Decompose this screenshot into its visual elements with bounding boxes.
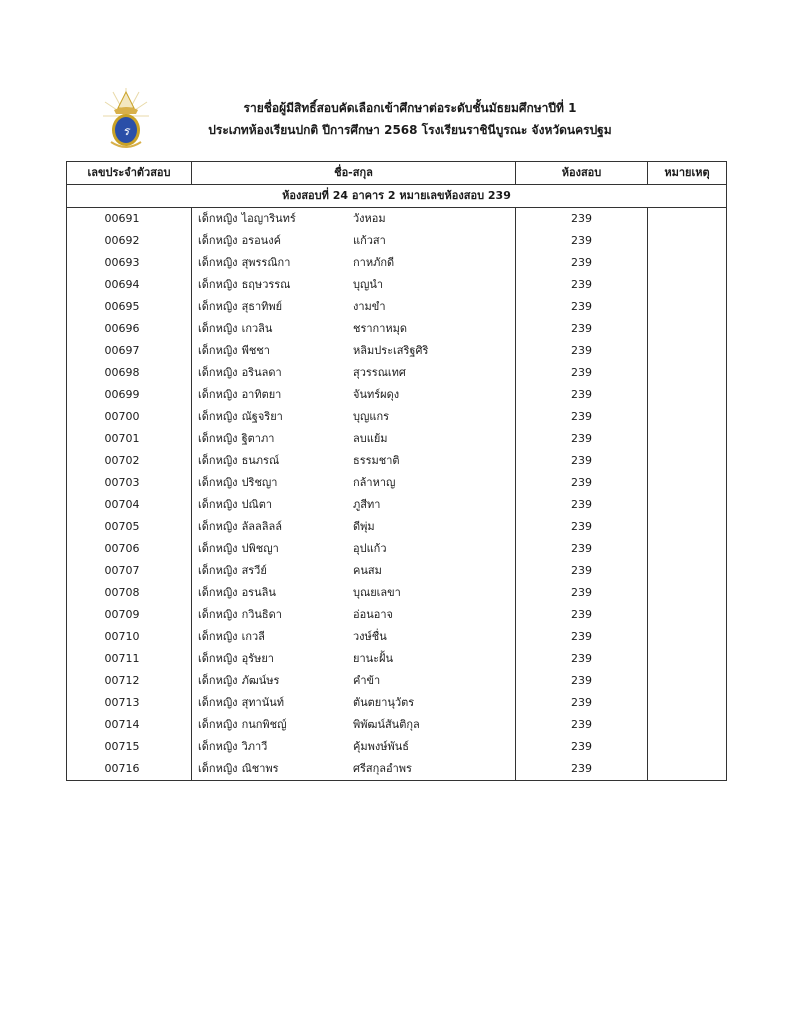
table-row bbox=[67, 604, 727, 626]
table-row bbox=[67, 714, 727, 736]
exam-id-cell: 00702 bbox=[67, 450, 192, 472]
remark-cell bbox=[648, 230, 727, 252]
room-cell: 239 bbox=[516, 626, 648, 648]
remark-cell bbox=[648, 406, 727, 428]
room-cell: 239 bbox=[516, 472, 648, 494]
first-name: อุรัษยา bbox=[241, 652, 274, 665]
name-prefix: เด็กหญิง bbox=[198, 344, 238, 357]
first-name: สรวีย์ bbox=[241, 564, 267, 577]
last-name: กาหภักดี bbox=[353, 256, 395, 269]
header-room: ห้องสอบ bbox=[516, 162, 648, 185]
exam-id-cell: 00708 bbox=[67, 582, 192, 604]
room-cell: 239 bbox=[516, 362, 648, 384]
room-cell: 239 bbox=[516, 406, 648, 428]
room-cell: 239 bbox=[516, 648, 648, 670]
remark-cell bbox=[648, 714, 727, 736]
remark-cell bbox=[648, 208, 727, 231]
name-prefix: เด็กหญิง bbox=[198, 608, 238, 621]
name-cell bbox=[192, 670, 516, 692]
document-title: รายชื่อผู้มีสิทธิ์สอบคัดเลือกเข้าศึกษาต่อระดับชั้นมัธยมศึกษาปีที่ 1 bbox=[243, 101, 577, 115]
name-cell bbox=[192, 604, 516, 626]
exam-id-cell: 00710 bbox=[67, 626, 192, 648]
exam-id-cell: 00706 bbox=[67, 538, 192, 560]
table-row bbox=[67, 296, 727, 318]
room-cell: 239 bbox=[516, 252, 648, 274]
first-name: พีชชา bbox=[241, 344, 270, 357]
room-cell: 239 bbox=[516, 516, 648, 538]
name-cell bbox=[192, 362, 516, 384]
name-cell bbox=[192, 758, 516, 781]
name-cell bbox=[192, 208, 516, 231]
name-prefix: เด็กหญิง bbox=[198, 718, 238, 731]
header-remark: หมายเหตุ bbox=[648, 162, 727, 185]
last-name: วังหอม bbox=[353, 212, 386, 225]
last-name: บุณยเลขา bbox=[353, 586, 401, 599]
name-prefix: เด็กหญิง bbox=[198, 432, 238, 445]
name-prefix: เด็กหญิง bbox=[198, 564, 238, 577]
table-row bbox=[67, 670, 727, 692]
remark-cell bbox=[648, 450, 727, 472]
room-cell: 239 bbox=[516, 274, 648, 296]
name-cell bbox=[192, 252, 516, 274]
svg-text:ร: ร bbox=[122, 124, 130, 138]
name-cell bbox=[192, 428, 516, 450]
first-name: ฐิตาภา bbox=[241, 432, 275, 445]
exam-id-cell: 00713 bbox=[67, 692, 192, 714]
room-cell: 239 bbox=[516, 296, 648, 318]
exam-id-cell: 00696 bbox=[67, 318, 192, 340]
exam-id-cell: 00716 bbox=[67, 758, 192, 781]
exam-id-cell: 00694 bbox=[67, 274, 192, 296]
last-name: วงษ์ชื่น bbox=[353, 630, 387, 643]
first-name: อาทิตยา bbox=[241, 388, 282, 401]
name-cell bbox=[192, 516, 516, 538]
room-cell: 239 bbox=[516, 560, 648, 582]
table-row bbox=[67, 208, 727, 231]
name-cell bbox=[192, 274, 516, 296]
room-cell: 239 bbox=[516, 208, 648, 231]
exam-id-cell: 00703 bbox=[67, 472, 192, 494]
name-prefix: เด็กหญิง bbox=[198, 256, 238, 269]
room-cell: 239 bbox=[516, 604, 648, 626]
candidate-table bbox=[66, 161, 727, 781]
document-header bbox=[160, 97, 660, 141]
room-cell: 239 bbox=[516, 582, 648, 604]
last-name: แก้วสา bbox=[353, 234, 386, 247]
remark-cell bbox=[648, 494, 727, 516]
name-cell bbox=[192, 318, 516, 340]
table-row bbox=[67, 450, 727, 472]
first-name: อรนลิน bbox=[241, 586, 276, 599]
last-name: หลิมประเสริฐศิริ bbox=[353, 344, 429, 357]
name-cell bbox=[192, 626, 516, 648]
table-row bbox=[67, 472, 727, 494]
remark-cell bbox=[648, 626, 727, 648]
name-cell bbox=[192, 230, 516, 252]
exam-id-cell: 00707 bbox=[67, 560, 192, 582]
table-row bbox=[67, 582, 727, 604]
last-name: คุ้มพงษ์พันธ์ bbox=[353, 740, 409, 753]
exam-id-cell: 00701 bbox=[67, 428, 192, 450]
room-cell: 239 bbox=[516, 450, 648, 472]
first-name: ลัลลลิลล์ bbox=[241, 520, 283, 533]
room-cell: 239 bbox=[516, 340, 648, 362]
room-cell: 239 bbox=[516, 494, 648, 516]
exam-id-cell: 00705 bbox=[67, 516, 192, 538]
room-cell: 239 bbox=[516, 758, 648, 781]
last-name: บุญนำ bbox=[353, 278, 384, 291]
name-prefix: เด็กหญิง bbox=[198, 542, 238, 555]
first-name: ปริชญา bbox=[241, 476, 278, 489]
remark-cell bbox=[648, 318, 727, 340]
name-prefix: เด็กหญิง bbox=[198, 652, 238, 665]
name-cell bbox=[192, 736, 516, 758]
exam-id-cell: 00692 bbox=[67, 230, 192, 252]
name-prefix: เด็กหญิง bbox=[198, 762, 238, 775]
room-cell: 239 bbox=[516, 230, 648, 252]
table-row bbox=[67, 252, 727, 274]
remark-cell bbox=[648, 472, 727, 494]
first-name: อรินลดา bbox=[241, 366, 282, 379]
first-name: สุพรรณิกา bbox=[241, 256, 291, 269]
first-name: ไอญารินทร์ bbox=[241, 212, 296, 225]
last-name: คนสม bbox=[353, 564, 382, 577]
table-row bbox=[67, 340, 727, 362]
name-prefix: เด็กหญิง bbox=[198, 212, 238, 225]
last-name: ยานะฝั้น bbox=[353, 652, 394, 665]
table-row bbox=[67, 428, 727, 450]
remark-cell bbox=[648, 604, 727, 626]
table-row bbox=[67, 384, 727, 406]
table-row bbox=[67, 560, 727, 582]
table-row bbox=[67, 692, 727, 714]
remark-cell bbox=[648, 538, 727, 560]
table-row bbox=[67, 362, 727, 384]
remark-cell bbox=[648, 428, 727, 450]
first-name: กนกพิชญ์ bbox=[241, 718, 287, 731]
table-row bbox=[67, 318, 727, 340]
remark-cell bbox=[648, 560, 727, 582]
exam-id-cell: 00714 bbox=[67, 714, 192, 736]
last-name: อ่อนอาจ bbox=[353, 608, 393, 621]
last-name: ภูสีทา bbox=[353, 498, 381, 511]
name-prefix: เด็กหญิง bbox=[198, 674, 238, 687]
exam-id-cell: 00709 bbox=[67, 604, 192, 626]
name-cell bbox=[192, 340, 516, 362]
name-cell bbox=[192, 472, 516, 494]
table-row bbox=[67, 758, 727, 781]
last-name: ศรีสกุลอำพร bbox=[353, 762, 412, 775]
remark-cell bbox=[648, 384, 727, 406]
name-prefix: เด็กหญิง bbox=[198, 476, 238, 489]
name-prefix: เด็กหญิง bbox=[198, 740, 238, 753]
first-name: ธฤษวรรณ bbox=[241, 278, 291, 291]
room-info-row bbox=[67, 185, 727, 208]
name-cell bbox=[192, 450, 516, 472]
name-prefix: เด็กหญิง bbox=[198, 366, 238, 379]
exam-id-cell: 00715 bbox=[67, 736, 192, 758]
name-prefix: เด็กหญิง bbox=[198, 234, 238, 247]
exam-id-cell: 00693 bbox=[67, 252, 192, 274]
remark-cell bbox=[648, 648, 727, 670]
name-cell bbox=[192, 648, 516, 670]
room-cell: 239 bbox=[516, 428, 648, 450]
remark-cell bbox=[648, 362, 727, 384]
name-cell bbox=[192, 692, 516, 714]
first-name: อรอนงค์ bbox=[241, 234, 281, 247]
name-cell bbox=[192, 384, 516, 406]
school-emblem-icon bbox=[103, 86, 149, 154]
exam-id-cell: 00691 bbox=[67, 208, 192, 231]
name-prefix: เด็กหญิง bbox=[198, 630, 238, 643]
first-name: ณัฐจริยา bbox=[241, 410, 283, 423]
room-cell: 239 bbox=[516, 736, 648, 758]
first-name: สุธาทิพย์ bbox=[241, 300, 283, 313]
last-name: กล้าหาญ bbox=[353, 476, 396, 489]
last-name: ดีพุ่ม bbox=[353, 520, 375, 533]
first-name: ธนภรณ์ bbox=[241, 454, 280, 467]
last-name: ธรรมชาติ bbox=[353, 454, 400, 467]
name-cell bbox=[192, 560, 516, 582]
exam-id-cell: 00711 bbox=[67, 648, 192, 670]
name-prefix: เด็กหญิง bbox=[198, 586, 238, 599]
room-cell: 239 bbox=[516, 714, 648, 736]
table-row bbox=[67, 736, 727, 758]
last-name: บุญแกร bbox=[353, 410, 390, 423]
name-prefix: เด็กหญิง bbox=[198, 322, 238, 335]
remark-cell bbox=[648, 692, 727, 714]
exam-id-cell: 00700 bbox=[67, 406, 192, 428]
exam-id-cell: 00697 bbox=[67, 340, 192, 362]
table-row bbox=[67, 538, 727, 560]
room-label: ห้องสอบที่ 24 อาคาร 2 หมายเลขห้องสอบ 239 bbox=[67, 185, 727, 208]
first-name: ภัฒน์ษร bbox=[241, 674, 280, 687]
name-prefix: เด็กหญิง bbox=[198, 278, 238, 291]
header-exam-id: เลขประจำตัวสอบ bbox=[67, 162, 192, 185]
last-name: ชรากาหมุด bbox=[353, 322, 408, 335]
room-cell: 239 bbox=[516, 670, 648, 692]
table-row bbox=[67, 626, 727, 648]
last-name: พิพัฒน์สันติกุล bbox=[353, 718, 420, 731]
room-cell: 239 bbox=[516, 692, 648, 714]
table-row bbox=[67, 648, 727, 670]
remark-cell bbox=[648, 274, 727, 296]
name-cell bbox=[192, 538, 516, 560]
name-prefix: เด็กหญิง bbox=[198, 388, 238, 401]
exam-id-cell: 00699 bbox=[67, 384, 192, 406]
name-cell bbox=[192, 714, 516, 736]
name-cell bbox=[192, 494, 516, 516]
name-prefix: เด็กหญิง bbox=[198, 410, 238, 423]
room-cell: 239 bbox=[516, 538, 648, 560]
name-cell bbox=[192, 582, 516, 604]
remark-cell bbox=[648, 670, 727, 692]
name-prefix: เด็กหญิง bbox=[198, 498, 238, 511]
name-prefix: เด็กหญิง bbox=[198, 520, 238, 533]
first-name: ณิชาพร bbox=[241, 762, 279, 775]
table-row bbox=[67, 230, 727, 252]
room-cell: 239 bbox=[516, 384, 648, 406]
remark-cell bbox=[648, 340, 727, 362]
last-name: จันทร์ผดุง bbox=[353, 388, 400, 401]
remark-cell bbox=[648, 296, 727, 318]
first-name: เกวลิน bbox=[241, 322, 273, 335]
exam-id-cell: 00695 bbox=[67, 296, 192, 318]
document-subtitle: ประเภทห้องเรียนปกติ ปีการศึกษา 2568 โรงเรียนราชินีบูรณะ จังหวัดนครปฐม bbox=[208, 123, 612, 137]
name-prefix: เด็กหญิง bbox=[198, 454, 238, 467]
remark-cell bbox=[648, 582, 727, 604]
last-name: อุปแก้ว bbox=[353, 542, 387, 555]
first-name: วิภาวี bbox=[241, 740, 268, 753]
remark-cell bbox=[648, 252, 727, 274]
table-row bbox=[67, 516, 727, 538]
last-name: สุวรรณเทศ bbox=[353, 366, 406, 379]
table-row bbox=[67, 274, 727, 296]
last-name: ตันตยานุวัตร bbox=[353, 696, 415, 709]
remark-cell bbox=[648, 516, 727, 538]
name-cell bbox=[192, 406, 516, 428]
table-body bbox=[67, 208, 727, 781]
room-cell: 239 bbox=[516, 318, 648, 340]
last-name: คำข้า bbox=[353, 674, 381, 687]
remark-cell bbox=[648, 758, 727, 781]
table-row bbox=[67, 406, 727, 428]
last-name: งามขำ bbox=[353, 300, 386, 313]
first-name: กวินธิดา bbox=[241, 608, 282, 621]
table-row bbox=[67, 494, 727, 516]
exam-id-cell: 00712 bbox=[67, 670, 192, 692]
name-cell bbox=[192, 296, 516, 318]
first-name: ปพิชญา bbox=[241, 542, 279, 555]
name-prefix: เด็กหญิง bbox=[198, 696, 238, 709]
header-name: ชื่อ-สกุล bbox=[192, 162, 516, 185]
exam-id-cell: 00704 bbox=[67, 494, 192, 516]
exam-id-cell: 00698 bbox=[67, 362, 192, 384]
last-name: ลบแย้ม bbox=[353, 432, 388, 445]
table-header-row bbox=[67, 162, 727, 185]
first-name: สุทานันท์ bbox=[241, 696, 284, 709]
remark-cell bbox=[648, 736, 727, 758]
first-name: เกวลี bbox=[241, 630, 265, 643]
name-prefix: เด็กหญิง bbox=[198, 300, 238, 313]
first-name: ปณิตา bbox=[241, 498, 273, 511]
